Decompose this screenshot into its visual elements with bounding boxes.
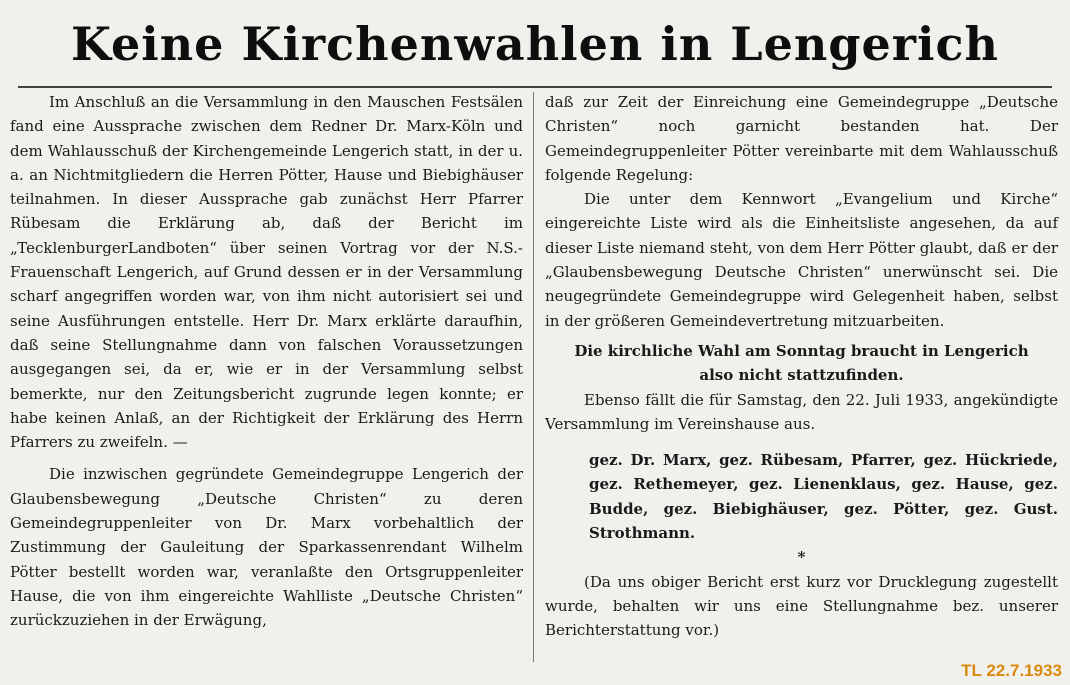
signatures: gez. Dr. Marx, gez. Rübesam, Pfarrer, gez. Hückriede, gez. Rethemeyer, gez. Lienenklaus, gez. Hause, gez. Budde, gez. Biebighäuser, gez. Pötter, gez. Gust. Strothmann.: [589, 451, 1058, 543]
right-paragraph-1: daß zur Zeit der Einreichung eine Gemeindegruppe „Deutsche Christen“ noch garnicht bestanden hat. Der Gemeindegruppenleiter Pötter vereinbarte mit dem Wahlausschuß folgende Regelung:: [545, 93, 1058, 184]
left-column: [10, 90, 523, 633]
editor-note: (Da uns obiger Bericht erst kurz vor Drucklegung zugestellt wurde, behalten wir uns eine Stellungnahme bez. unserer Berichterstattung vor.): [545, 572, 1058, 640]
right-paragraph-2: Die unter dem Kennwort „Evangelium und Kirche“ eingereichte Liste wird als die Einheitsliste angesehen, da auf dieser Liste niemand steht, von dem Herr Pötter glaubt, daß er der „Glaubensbewegung Deutsche Christen“ unerwünscht sei. Die neugegründete Gemeindegruppe wird Gelegenheit haben, selbst in der größeren Gemeindevertretung mitzuarbeiten.: [545, 190, 1058, 330]
announcement: Die kirchliche Wahl am Sonntag braucht in Lengerich also nicht stattzufinden.: [574, 341, 1029, 385]
column-divider: [533, 92, 534, 662]
separator-star: *: [797, 548, 806, 567]
right-column: [545, 90, 1058, 643]
headline-rule: [18, 86, 1052, 88]
source-caption: TL 22.7.1933: [961, 661, 1062, 680]
headline: Keine Kirchenwahlen in Lengerich: [71, 17, 999, 71]
left-paragraph-1: Im Anschluß an die Versammlung in den Mauschen Festsälen fand eine Aussprache zwischen dem Redner Dr. Marx-Köln und dem Wahlausschuß der Kirchengemeinde Lengerich statt, in der u. a. an Nichtmitgliedern die Herren Pötter, Hause und Biebighäuser teilnahmen. In dieser Aussprache gab zunächst Herr Pfarrer Rübesam die Erklärung ab, daß der Bericht im „TecklenburgerLandboten“ über seinen Vortrag vor der N.S.-Frauenschaft Lengerich, auf Grund dessen er in der Versammlung scharf angegriffen worden war, von ihm nicht autorisiert sei und seine Ausführungen entstelle. Herr Dr. Marx erklärte daraufhin, daß seine Stellungnahme dann von falschen Voraussetzungen ausgegangen sei, da er, wie er in der Versammlung selbst bemerkte, nur den Zeitungsbericht zugrunde legen konnte; er habe keinen Anlaß, an der Richtigkeit der Erklärung des Herrn Pfarrers zu zweifeln. —: [10, 93, 523, 452]
left-paragraph-2: Die inzwischen gegründete Gemeindegruppe Lengerich der Glaubensbewegung „Deutsche Christen“ zu deren Gemeindegruppenleiter von Dr. Marx vorbehaltlich der Zustimmung der Gauleitung der Sparkassenrendant Wilhelm Pötter bestellt worden war, veranlaßte den Ortsgruppenleiter Hause, die von ihm eingereichte Wahlliste „Deutsche Christen“ zurückzuziehen in der Erwägung,: [10, 465, 523, 630]
right-paragraph-3: Ebenso fällt die für Samstag, den 22. Juli 1933, angekündigte Versammlung im Vereinshause aus.: [545, 390, 1058, 433]
